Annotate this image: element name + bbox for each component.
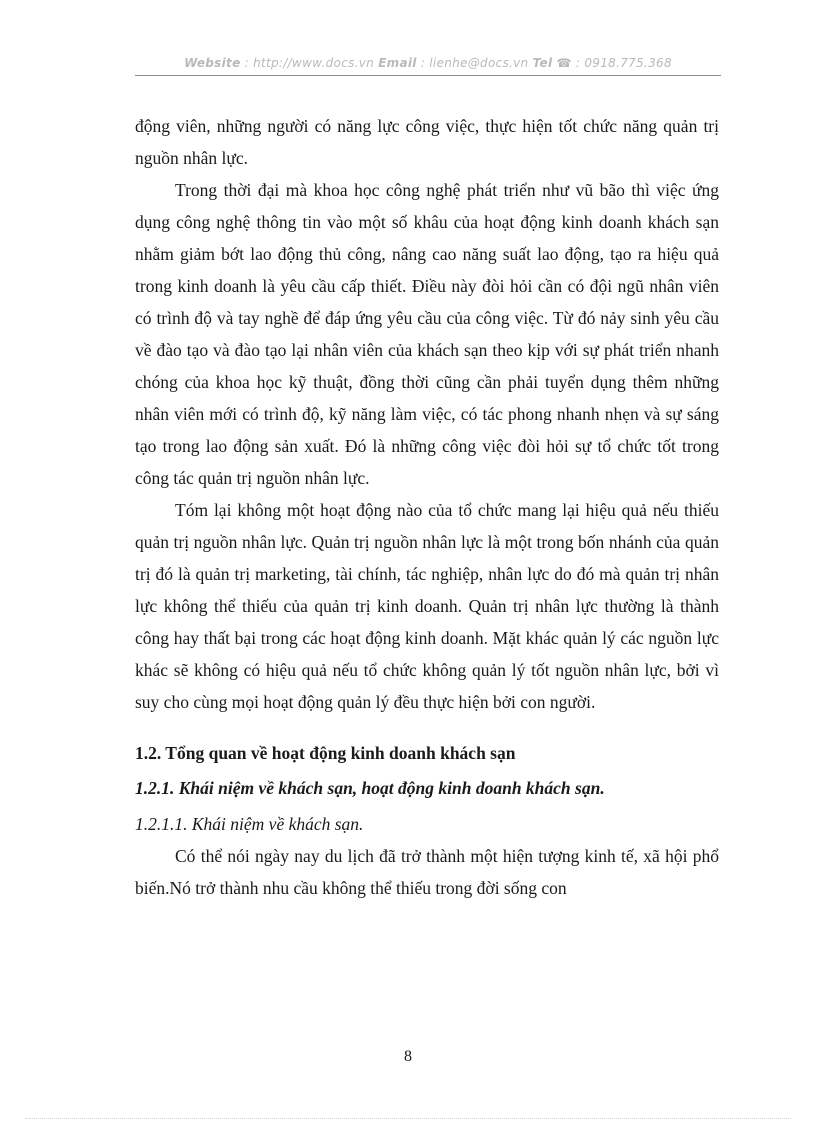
- subsection-heading: 1.2.1. Khái niệm về khách sạn, hoạt động kinh doanh khách sạn.: [135, 778, 605, 798]
- header-divider: [135, 75, 721, 76]
- tel-label: Tel: [532, 56, 553, 70]
- page-bottom-border: [25, 1118, 791, 1119]
- email-value: : lienhe@docs.vn: [416, 56, 533, 70]
- paragraph-technology: Trong thời đại mà khoa học công nghệ phát triển như vũ bão thì việc ứng dụng công nghệ thông tin vào một số khâu của hoạt động kinh doanh khách sạn nhằm giảm bớt lao động thủ công, nâng cao năng suất lao động, tạo ra hiệu quả trong kinh doanh là yêu cầu cấp thiết. Điều này đòi hỏi cần có đội ngũ nhân viên có trình độ và tay nghề để đáp ứng yêu cầu của công việc. Từ đó nảy sinh yêu cầu về đào tạo và đào tạo lại nhân viên của khách sạn theo kịp với sự phát triển nhanh chóng của khoa học kỹ thuật, đồng thời cũng cần phải tuyển dụng thêm những nhân viên mới có trình độ, kỹ năng làm việc, có tác phong nhanh nhẹn và sự sáng tạo trong lao động sản xuất. Đó là những công việc đòi hỏi sự tổ chức tốt trong công tác quản trị nguồn nhân lực.: [135, 180, 719, 488]
- page-header: [135, 56, 721, 70]
- page-number: 8: [404, 1048, 412, 1065]
- subsubsection-heading: 1.2.1.1. Khái niệm về khách sạn.: [135, 814, 364, 834]
- tel-value: : 0918.775.368: [571, 56, 672, 70]
- website-value: : http://www.docs.vn: [240, 56, 379, 70]
- paragraph-continued: động viên, những người có năng lực công việc, thực hiện tốt chức năng quản trị nguồn nhân lực.: [135, 116, 719, 168]
- email-label: Email: [378, 56, 417, 70]
- section-heading: 1.2. Tổng quan về hoạt động kinh doanh khách sạn: [135, 743, 516, 763]
- phone-icon: ☎: [556, 56, 572, 70]
- paragraph-tourism: Có thể nói ngày nay du lịch đã trở thành một hiện tượng kinh tế, xã hội phổ biến.Nó trở thành nhu cầu không thể thiếu trong đời sống con: [135, 846, 719, 898]
- document-body: [135, 110, 719, 904]
- website-label: Website: [184, 56, 241, 70]
- paragraph-summary: Tóm lại không một hoạt động nào của tổ chức mang lại hiệu quả nếu thiếu quản trị nguồn nhân lực. Quản trị nguồn nhân lực là một trong bốn nhánh của quản trị đó là quản trị marketing, tài chính, tác nghiệp, nhân lực do đó mà quản trị nhân lực không thể thiếu của quản trị kinh doanh. Quản trị nhân lực thường là thành công hay thất bại trong các hoạt động kinh doanh. Mặt khác quản lý các nguồn lực khác sẽ không có hiệu quả nếu tổ chức không quản lý tốt nguồn nhân lực, bởi vì suy cho cùng mọi hoạt động quản lý đều thực hiện bởi con người.: [135, 500, 719, 712]
